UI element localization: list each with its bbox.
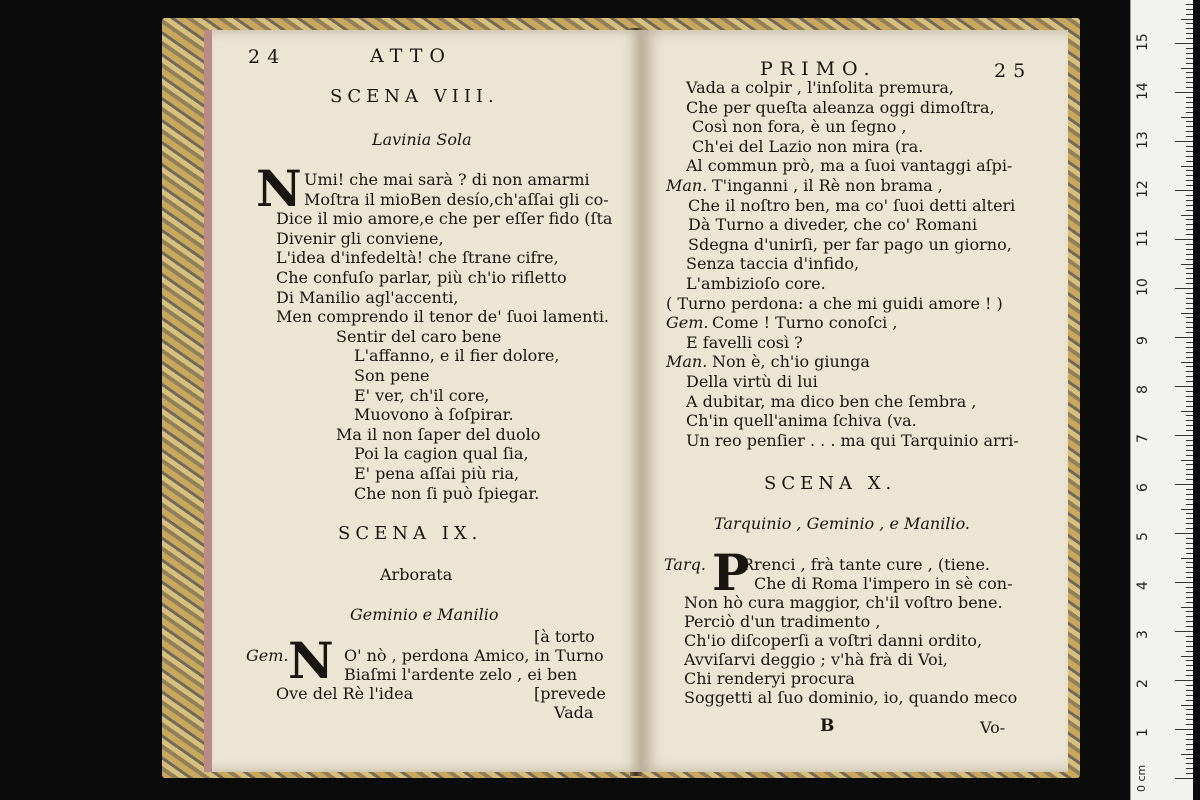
ruler-tick xyxy=(1186,592,1193,593)
verse-line: O' nò , perdona Amico, in Turno xyxy=(344,646,604,665)
ruler-tick xyxy=(1186,210,1193,211)
ruler-tick xyxy=(1186,161,1193,162)
ruler-tick xyxy=(1186,430,1193,431)
ruler-tick xyxy=(1186,53,1193,54)
drop-cap: N xyxy=(256,159,302,218)
ruler-tick xyxy=(1175,239,1193,240)
ruler-tick xyxy=(1186,259,1193,260)
ruler-tick xyxy=(1181,656,1193,657)
verse-line: Soggetti al ſuo dominio, io, quando meco xyxy=(684,688,1018,707)
verse-line: Vada xyxy=(554,703,594,722)
ruler-tick xyxy=(1175,288,1193,289)
ruler-tick xyxy=(1186,425,1193,426)
page-number: 24 xyxy=(248,46,287,68)
page-number: 25 xyxy=(994,60,1033,82)
ruler-tick xyxy=(1186,224,1193,225)
ruler-tick xyxy=(1186,665,1193,666)
ruler-number: 8 xyxy=(1135,385,1151,394)
running-head: ATTO xyxy=(370,45,452,67)
ruler-tick xyxy=(1186,249,1193,250)
scene-characters: Tarquinio , Geminio , e Manilio. xyxy=(714,514,971,533)
ruler-tick xyxy=(1186,244,1193,245)
ruler-tick xyxy=(1186,562,1193,563)
speaker-label: Tarq. xyxy=(664,555,706,574)
ruler-tick xyxy=(1186,528,1193,529)
ruler-tick xyxy=(1186,180,1193,181)
ruler-tick xyxy=(1186,660,1193,661)
ruler-tick xyxy=(1181,558,1193,559)
verse-line: Ove del Rè l'idea xyxy=(276,684,414,703)
verse-line: L'affanno, e il fier dolore, xyxy=(354,346,560,366)
verse-line: Non hò cura maggior, ch'il voſtro bene. xyxy=(684,593,1003,612)
ruler-tick xyxy=(1186,170,1193,171)
ruler-tick xyxy=(1186,401,1193,402)
verse-line: Ch'ei del Lazio non mira (ra. xyxy=(692,136,924,156)
ruler-tick xyxy=(1175,533,1193,534)
verse-line: Divenir gli conviene, xyxy=(276,228,444,248)
verse-line: Come ! Turno conoſci , xyxy=(712,313,898,333)
ruler-tick xyxy=(1186,567,1193,568)
ruler-tick xyxy=(1175,631,1193,632)
scene-characters: Geminio e Manilio xyxy=(350,605,499,624)
ruler-tick xyxy=(1186,371,1193,372)
ruler-tick xyxy=(1186,523,1193,524)
ruler-tick xyxy=(1181,509,1193,510)
ruler-tick xyxy=(1186,234,1193,235)
ruler-tick xyxy=(1186,112,1193,113)
ruler-tick xyxy=(1186,626,1193,627)
ruler-tick xyxy=(1175,386,1193,387)
ruler-tick xyxy=(1186,504,1193,505)
ruler-tick xyxy=(1186,4,1193,5)
verse-line: E' pena aſſai più ria, xyxy=(354,464,520,483)
verse-line: T'inganni , il Rè non brama , xyxy=(712,176,943,195)
ruler-tick xyxy=(1186,381,1193,382)
ruler-tick xyxy=(1186,48,1193,49)
verse-line: [prevede xyxy=(534,684,606,703)
ruler-tick xyxy=(1186,602,1193,603)
ruler-tick xyxy=(1186,121,1193,122)
verse-line: Che di Roma l'impero in sè con- xyxy=(754,574,1013,593)
ruler-number: 15 xyxy=(1135,33,1151,51)
ruler-tick xyxy=(1186,357,1193,358)
ruler-tick xyxy=(1175,680,1193,681)
verse-line: [à torto xyxy=(534,627,595,646)
ruler-tick xyxy=(1186,719,1193,720)
verse-line: Sentir del caro bene xyxy=(336,326,502,346)
verse-line: Ch'io diſcoperſi a voſtri danni ordito, xyxy=(684,631,983,650)
ruler-tick xyxy=(1186,352,1193,353)
ruler-tick xyxy=(1186,131,1193,132)
ruler-tick xyxy=(1186,572,1193,573)
verse-line: Sdegna d'unirſi, per far pago un giorno, xyxy=(688,234,1012,254)
ruler-tick xyxy=(1186,102,1193,103)
ruler-tick xyxy=(1186,156,1193,157)
ruler-tick xyxy=(1186,494,1193,495)
ruler-tick xyxy=(1181,68,1193,69)
ruler-tick xyxy=(1186,195,1193,196)
ruler-tick xyxy=(1175,190,1193,191)
ruler-tick xyxy=(1186,734,1193,735)
ruler-tick xyxy=(1186,342,1193,343)
verse-line: Biaſmi l'ardente zelo , ei ben xyxy=(344,665,578,684)
ruler-tick xyxy=(1186,700,1193,701)
ruler-tick xyxy=(1186,739,1193,740)
ruler-tick xyxy=(1175,43,1193,44)
ruler-tick xyxy=(1186,513,1193,514)
ruler-tick xyxy=(1186,347,1193,348)
ruler-tick xyxy=(1175,435,1193,436)
verse-line: Un reo penſier . . . ma qui Tarquinio arri- xyxy=(686,430,1019,450)
ruler-tick xyxy=(1181,460,1193,461)
ruler-tick xyxy=(1181,754,1193,755)
verse-line: Che il noſtro ben, ma co' ſuoi detti alteri xyxy=(688,195,1016,215)
speaker-label: Man. xyxy=(666,176,708,195)
speaker-label: Gem. xyxy=(246,646,289,665)
catchword: Vo- xyxy=(980,718,1006,737)
ruler-tick xyxy=(1186,641,1193,642)
ruler-number: 1 xyxy=(1135,728,1151,737)
ruler-tick xyxy=(1186,396,1193,397)
ruler-tick xyxy=(1186,332,1193,333)
ruler-tick xyxy=(1186,670,1193,671)
ruler-tick xyxy=(1186,151,1193,152)
ruler-tick xyxy=(1186,33,1193,34)
ruler-tick xyxy=(1175,141,1193,142)
speaker-label: Gem. xyxy=(666,313,709,333)
ruler-tick xyxy=(1186,298,1193,299)
ruler-tick xyxy=(1186,749,1193,750)
ruler-tick xyxy=(1186,283,1193,284)
verse-line: Che per queſta aleanza oggi dimoſtra, xyxy=(686,97,995,117)
ruler-tick xyxy=(1186,219,1193,220)
ruler-tick xyxy=(1186,9,1193,10)
ruler-tick xyxy=(1186,322,1193,323)
ruler-number: 13 xyxy=(1135,131,1151,149)
ruler-tick xyxy=(1186,97,1193,98)
ruler-tick xyxy=(1186,175,1193,176)
verse-line: Moſtra il mioBen desío,ch'aſſai gli co- xyxy=(304,189,609,209)
ruler-tick xyxy=(1186,254,1193,255)
ruler-tick xyxy=(1181,607,1193,608)
verse-line: Di Manilio agl'accenti, xyxy=(276,287,459,307)
speaker-label: Man. xyxy=(666,352,708,372)
ruler-tick xyxy=(1186,278,1193,279)
ruler-number: 7 xyxy=(1135,434,1151,443)
right-page xyxy=(640,30,1068,772)
ruler-tick xyxy=(1186,303,1193,304)
ruler-tick xyxy=(1186,499,1193,500)
ruler-tick xyxy=(1186,611,1193,612)
ruler-tick xyxy=(1186,273,1193,274)
ruler-tick xyxy=(1186,464,1193,465)
ruler-tick xyxy=(1186,474,1193,475)
ruler-tick xyxy=(1186,308,1193,309)
ruler-tick xyxy=(1186,455,1193,456)
ruler-tick xyxy=(1175,778,1193,779)
ruler-tick xyxy=(1186,406,1193,407)
ruler-tick xyxy=(1186,327,1193,328)
ruler-tick xyxy=(1181,313,1193,314)
ruler-tick xyxy=(1181,215,1193,216)
drop-cap: N xyxy=(288,631,334,690)
scene-setting: Arborata xyxy=(380,565,453,584)
ruler-tick xyxy=(1186,293,1193,294)
ruler-tick xyxy=(1181,362,1193,363)
ruler-tick xyxy=(1186,768,1193,769)
verse-line: Così non fora, è un ſegno , xyxy=(692,117,907,137)
ruler-number: 5 xyxy=(1135,532,1151,541)
ruler-tick xyxy=(1181,264,1193,265)
ruler-tick xyxy=(1186,763,1193,764)
ruler-tick xyxy=(1186,773,1193,774)
ruler-tick xyxy=(1175,582,1193,583)
ruler-tick xyxy=(1186,376,1193,377)
verse-line: Vada a colpir , l'inſolita premura, xyxy=(686,78,954,97)
ruler-tick xyxy=(1186,675,1193,676)
ruler-tick xyxy=(1175,337,1193,338)
ruler-tick xyxy=(1186,758,1193,759)
ruler-tick xyxy=(1186,587,1193,588)
verse-line: E' ver, ch'il core, xyxy=(354,385,490,405)
scene-characters: Lavinia Sola xyxy=(372,130,472,149)
verse-line: Ch'in quell'anima ſchiva (va. xyxy=(686,411,917,431)
ruler-tick xyxy=(1186,58,1193,59)
ruler-tick xyxy=(1175,484,1193,485)
ruler-tick xyxy=(1186,23,1193,24)
ruler-tick xyxy=(1186,489,1193,490)
ruler-tick xyxy=(1181,411,1193,412)
measuring-ruler xyxy=(1130,0,1193,800)
scene-title: SCENA IX. xyxy=(338,523,483,544)
ruler-tick xyxy=(1186,646,1193,647)
ruler-tick xyxy=(1186,548,1193,549)
verse-line: L'idea d'infedeltà! che ſtrane cifre, xyxy=(276,248,559,268)
ruler-number: 10 xyxy=(1135,278,1151,296)
ruler-tick xyxy=(1186,597,1193,598)
ruler-tick xyxy=(1186,450,1193,451)
ruler-tick xyxy=(1186,87,1193,88)
ruler-tick xyxy=(1186,14,1193,15)
ruler-tick xyxy=(1186,63,1193,64)
verse-line: Che non ſi può ſpiegar. xyxy=(354,483,540,503)
verse-line: Della virtù di lui xyxy=(686,372,818,391)
scene-title: SCENA VIII. xyxy=(330,86,499,107)
ruler-tick xyxy=(1181,19,1193,20)
ruler-number: 3 xyxy=(1135,630,1151,639)
ruler-tick xyxy=(1186,621,1193,622)
ruler-tick xyxy=(1186,724,1193,725)
verse-line: ( Turno perdona: a che mi guidi amore ! ) xyxy=(666,293,1003,313)
ruler-number: 4 xyxy=(1135,581,1151,590)
ruler-tick xyxy=(1186,636,1193,637)
ruler-number: 9 xyxy=(1135,336,1151,345)
verse-line: Men comprendo il tenor de' ſuoi lamenti. xyxy=(276,307,610,327)
ruler-tick xyxy=(1186,107,1193,108)
ruler-number: 12 xyxy=(1135,180,1151,198)
verse-line: Son pene xyxy=(354,366,430,385)
ruler-number: 11 xyxy=(1135,229,1151,247)
ruler-number: 14 xyxy=(1135,82,1151,100)
ruler-tick xyxy=(1186,317,1193,318)
verse-line: Rrenci , frà tante cure , (tiene. xyxy=(742,555,991,574)
ruler-tick xyxy=(1181,117,1193,118)
ruler-tick xyxy=(1181,166,1193,167)
ruler-tick xyxy=(1186,685,1193,686)
ruler-tick xyxy=(1186,200,1193,201)
verse-line: Senza taccia d'infido, xyxy=(686,254,860,274)
verse-line: Al commun prò, ma a ſuoi vantaggi aſpi- xyxy=(686,156,1013,176)
ruler-tick xyxy=(1175,729,1193,730)
ruler-tick xyxy=(1186,185,1193,186)
ruler-tick xyxy=(1186,366,1193,367)
verse-line: Perciò d'un tradimento , xyxy=(684,612,881,631)
verse-line: L'ambizioſo core. xyxy=(686,274,826,293)
ruler-unit: 0 cm xyxy=(1135,764,1148,792)
ruler-tick xyxy=(1186,136,1193,137)
verse-line: Avviſarvi deggio ; v'hà frà di Voi, xyxy=(684,650,948,669)
verse-line: E favelli così ? xyxy=(686,332,803,352)
ruler-tick xyxy=(1186,205,1193,206)
ruler-tick xyxy=(1186,469,1193,470)
left-page xyxy=(204,30,642,772)
ruler-tick xyxy=(1186,391,1193,392)
ruler-tick xyxy=(1186,415,1193,416)
ruler-tick xyxy=(1175,92,1193,93)
verse-line: Ma il non ſaper del duolo xyxy=(336,424,541,444)
scene-title: SCENA X. xyxy=(764,473,897,494)
verse-line: Umi! che mai sarà ? di non amarmi xyxy=(304,170,590,189)
ruler-tick xyxy=(1186,714,1193,715)
ruler-tick xyxy=(1186,518,1193,519)
ruler-tick xyxy=(1186,146,1193,147)
ruler-tick xyxy=(1186,479,1193,480)
ruler-tick xyxy=(1186,268,1193,269)
ruler-tick xyxy=(1186,616,1193,617)
ruler-tick xyxy=(1186,651,1193,652)
verse-line: A dubitar, ma dico ben che ſembra , xyxy=(686,391,977,411)
running-head: PRIMO. xyxy=(760,58,877,80)
signature-mark: B xyxy=(820,716,835,736)
verse-line: Dice il mio amore,e che per eſſer fido (ſta xyxy=(276,209,613,229)
verse-line: Dà Turno a diveder, che co' Romani xyxy=(688,215,978,235)
ruler-tick xyxy=(1186,77,1193,78)
verse-line: Non è, ch'io giunga xyxy=(712,352,870,372)
verse-line: Che confuſo parlar, più ch'io rifletto xyxy=(276,268,567,287)
ruler-tick xyxy=(1186,229,1193,230)
verse-line: Muovono à ſoſpirar. xyxy=(354,405,514,425)
ruler-tick xyxy=(1186,72,1193,73)
ruler-tick xyxy=(1186,445,1193,446)
drop-cap: P xyxy=(712,543,750,602)
verse-line: Poi la cagion qual ſia, xyxy=(354,444,529,464)
ruler-tick xyxy=(1186,709,1193,710)
ruler-tick xyxy=(1186,420,1193,421)
ruler-number: 6 xyxy=(1135,483,1151,492)
ruler-tick xyxy=(1186,553,1193,554)
ruler-tick xyxy=(1186,38,1193,39)
ruler-tick xyxy=(1186,82,1193,83)
ruler-tick xyxy=(1186,744,1193,745)
ruler-tick xyxy=(1186,577,1193,578)
ruler-tick xyxy=(1186,538,1193,539)
ruler-tick xyxy=(1186,690,1193,691)
ruler-tick xyxy=(1186,440,1193,441)
ruler-tick xyxy=(1181,705,1193,706)
ruler-tick xyxy=(1186,28,1193,29)
ruler-tick xyxy=(1186,126,1193,127)
ruler-tick xyxy=(1186,695,1193,696)
verse-line: Chi renderyi procura xyxy=(684,669,855,688)
ruler-number: 2 xyxy=(1135,679,1151,688)
ruler-tick xyxy=(1186,543,1193,544)
